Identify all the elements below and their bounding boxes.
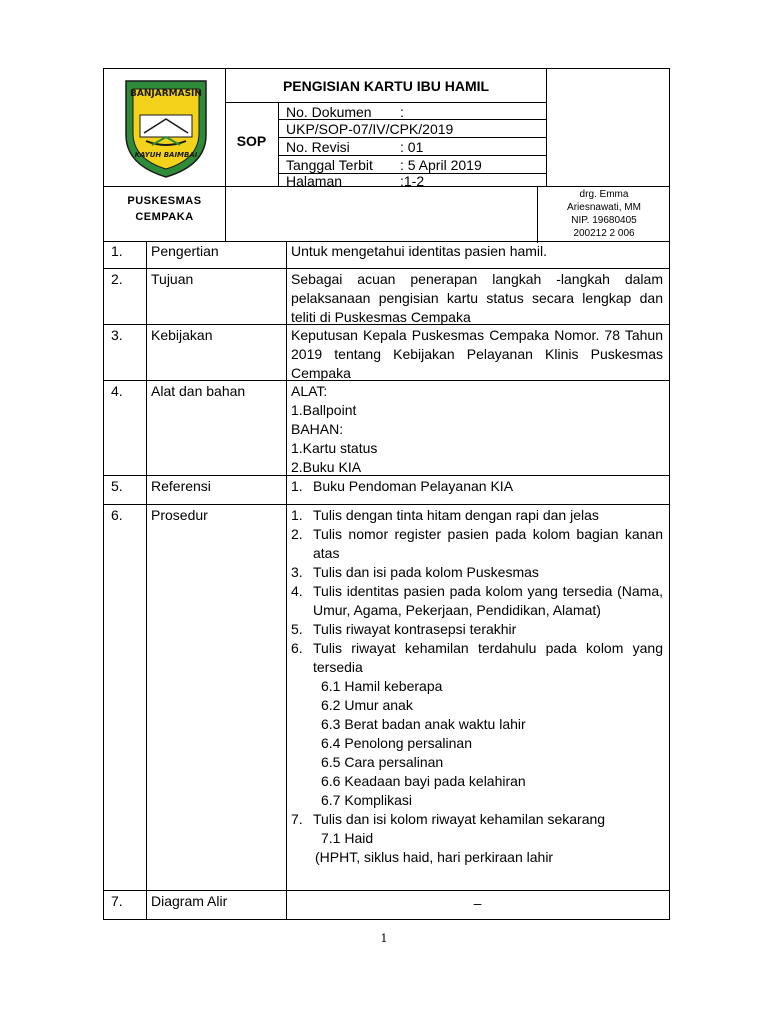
- doc-no-sep: :: [400, 104, 404, 120]
- row-number: 6.: [111, 507, 123, 523]
- row-label: Kebijakan: [151, 327, 213, 343]
- halaman-value: :1-2: [400, 173, 425, 189]
- row-label: Referensi: [151, 478, 211, 494]
- row-number: 3.: [111, 327, 123, 343]
- doc-no-value: UKP/SOP-07/IV/CPK/2019: [286, 121, 454, 137]
- table-row: [103, 325, 670, 381]
- sub-item: 6.3 Berat badan anak waktu lahir: [321, 716, 526, 732]
- row-label: Prosedur: [151, 507, 208, 523]
- signer-line: Ariesnawati, MM: [567, 202, 641, 213]
- page-number: 1: [380, 932, 388, 945]
- row-label: Pengertian: [151, 243, 219, 259]
- list-item: 5. Tulis riwayat kontrasepsi terakhir: [291, 621, 517, 637]
- table-row: [103, 269, 670, 325]
- org-name-line1: PUSKESMAS: [127, 195, 202, 207]
- table-row: [103, 381, 670, 476]
- halaman-label: Halaman: [286, 173, 343, 189]
- signer-line: NIP. 19680405: [571, 215, 637, 226]
- row-number: 4.: [111, 383, 123, 399]
- org-name-line2: CEMPAKA: [135, 211, 194, 223]
- signer-block: [538, 188, 670, 240]
- logo-top-text: BANJARMASIN: [130, 89, 202, 99]
- sub-item: (HPHT, siklus haid, hari perkiraan lahir: [315, 849, 554, 865]
- doc-no-label: No. Dokumen: [286, 104, 372, 120]
- logo-bottom-text: KAYUH BAIMBAI: [134, 151, 198, 159]
- sub-item: 7.1 Haid: [321, 830, 374, 846]
- row-label: Alat dan bahan: [151, 383, 246, 399]
- sub-item: 6.1 Hamil keberapa: [321, 678, 443, 694]
- materials-line: 2.Buku KIA: [291, 459, 362, 475]
- row-number: 2.: [111, 271, 123, 287]
- row-content: Keputusan Kepala Puskesmas Cempaka Nomor. 78 Tahun 2019 tentang Kebijakan Pelayanan Klinis Puskesmas Cempaka: [291, 327, 663, 381]
- row-number: 1.: [111, 243, 123, 259]
- table-row: [103, 891, 670, 920]
- page-title: PENGISIAN KARTU IBU HAMIL: [282, 78, 490, 94]
- materials-line: 1.Ballpoint: [291, 402, 357, 418]
- procedure-list: [291, 506, 663, 867]
- row-content: –: [473, 895, 482, 911]
- row-label: Tujuan: [151, 271, 194, 287]
- tanggal-label: Tanggal Terbit: [286, 157, 373, 173]
- materials-line: BAHAN:: [291, 421, 344, 437]
- list-item: 1. Buku Pendoman Pelayanan KIA: [291, 478, 514, 494]
- list-item: 3. Tulis dan isi pada kolom Puskesmas: [291, 564, 539, 580]
- row-number: 7.: [111, 893, 123, 909]
- sop-label: SOP: [236, 133, 267, 149]
- sub-item: 6.7 Komplikasi: [321, 792, 413, 808]
- materials-line: ALAT:: [291, 383, 328, 399]
- reference-list: [291, 477, 663, 496]
- sub-item: 6.6 Keadaan bayi pada kelahiran: [321, 773, 526, 789]
- table-row: [103, 476, 670, 505]
- row-number: 5.: [111, 478, 123, 494]
- row-content: Sebagai acuan penerapan langkah -langkah dalam pelaksanaan pengisian kartu status secara lengkap dan teliti di Puskesmas Cempaka: [291, 271, 663, 325]
- city-logo: [118, 75, 214, 179]
- revisi-label: No. Revisi: [286, 139, 350, 155]
- row-label: Diagram Alir: [151, 893, 228, 909]
- list-item: 7. Tulis dan isi kolom riwayat kehamilan sekarang: [291, 811, 606, 827]
- row-content: Untuk mengetahui identitas pasien hamil.: [291, 243, 548, 259]
- revisi-value: : 01: [400, 139, 424, 155]
- signer-line: drg. Emma: [579, 189, 629, 200]
- materials-line: 1.Kartu status: [291, 440, 378, 456]
- list-item: 6. Tulis riwayat kehamilan terdahulu pada kolom yang tersedia: [291, 640, 663, 675]
- signer-line: 200212 2 006: [573, 228, 635, 239]
- table-row: [103, 241, 670, 269]
- list-item: 4. Tulis identitas pasien pada kolom yang tersedia (Nama, Umur, Agama, Pekerjaan, Pendidikan, Alamat): [291, 583, 663, 618]
- sop-header: [103, 68, 670, 242]
- materials-list: [291, 382, 377, 477]
- sub-item: 6.4 Penolong persalinan: [321, 735, 473, 751]
- list-item: 2. Tulis nomor register pasien pada kolom bagian kanan atas: [291, 526, 663, 561]
- table-row: [103, 505, 670, 891]
- sub-item: 6.2 Umur anak: [321, 697, 413, 713]
- list-item: 1. Tulis dengan tinta hitam dengan rapi dan jelas: [291, 507, 599, 523]
- sub-item: 6.5 Cara persalinan: [321, 754, 444, 770]
- tanggal-value: : 5 April 2019: [400, 157, 482, 173]
